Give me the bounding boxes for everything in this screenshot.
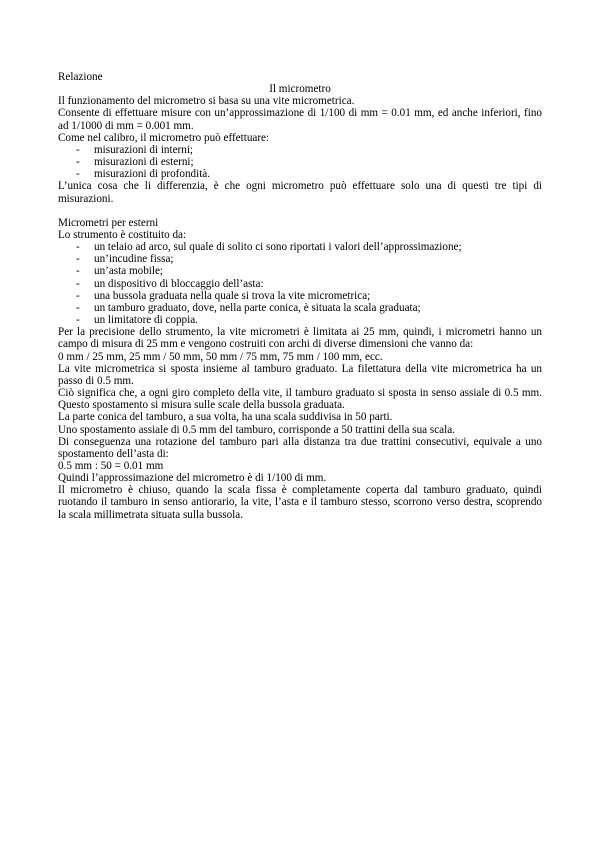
list-item: - misurazioni di esterni; (58, 156, 542, 168)
list-item: - una bussola graduata nella quale si trova la vite micrometrica; (58, 290, 542, 302)
list-item: - un telaio ad arco, sul quale di solito ci sono riportati i valori dell’approssimazione; (58, 241, 542, 253)
list-item: - un dispositivo di bloccaggio dell’asta: (58, 278, 542, 290)
section-lead: Lo strumento è costituito da: (58, 229, 187, 242)
document-title: Il micrometro (269, 83, 331, 96)
body-paragraph: Il micrometro è chiuso, quando la scala fissa è completamente coperta dal tamburo graduato, quindi ruotando il tamburo in senso antiorario, la vite, l’asta e il tamburo stesso, scorrono verso destra, scoprendo la scala millimetrata situata sulla bussola. (58, 484, 542, 521)
difference-paragraph: L’unica cosa che li differenzia, è che ogni micrometro può effettuare solo una di questi tre tipi di misurazioni. (58, 180, 542, 205)
list-item: - misurazioni di profondità. (58, 168, 542, 180)
instrument-parts-list (58, 241, 542, 326)
formula-line: 0.5 mm : 50 = 0.01 mm (58, 459, 164, 472)
body-paragraph: La vite micrometrica si sposta insieme al tamburo graduato. La filettatura della vite micrometrica ha un passo di 0.5 mm. (58, 362, 542, 387)
list-item: - un limitatore di coppia. (58, 314, 542, 326)
list-item: - un’asta mobile; (58, 265, 542, 277)
list-item: - un’incudine fissa; (58, 253, 542, 265)
body-paragraph: Di conseguenza una rotazione del tamburo pari alla distanza tra due trattini consecutivi, equivale a uno spostamento dell’asta di: (58, 435, 542, 460)
measurement-types-list (58, 144, 542, 180)
list-item: - un tamburo graduato, dove, nella parte conica, è situata la scala graduata; (58, 302, 542, 314)
document-body (58, 71, 542, 521)
intro-paragraph: Il funzionamento del micrometro si basa su una vite micrometrica. (58, 95, 355, 108)
body-paragraph: 0 mm / 25 mm, 25 mm / 50 mm, 50 mm / 75 mm, 75 mm / 100 mm, ecc. (58, 350, 383, 363)
body-paragraph: Uno spostamento assiale di 0.5 mm del tamburo, corrisponde a 50 trattini della sua scala. (58, 423, 455, 436)
body-paragraph: Per la precisione dello strumento, la vite micrometri è limitata ai 25 mm, quindi, i micrometri hanno un campo di misura di 25 mm e vengono costruiti con archi di diverse dimensioni che vanno da: (58, 326, 542, 351)
section-heading: Micrometri per esterni (58, 216, 159, 229)
blank-line (58, 205, 542, 217)
intro-paragraph: Come nel calibro, il micrometro può effettuare: (58, 131, 270, 144)
body-paragraph: Ciò significa che, a ogni giro completo della vite, il tamburo graduato si sposta in senso assiale di 0.5 mm. Questo spostamento si misura sulle scale della bussola graduata. (58, 387, 542, 412)
body-paragraph: La parte conica del tamburo, a sua volta, ha una scala suddivisa in 50 parti. (58, 411, 393, 424)
intro-paragraph: Consente di effettuare misure con un’approssimazione di 1/100 di mm = 0.01 mm, ed anche inferiori, fino ad 1/1000 di mm = 0.001 mm. (58, 107, 542, 132)
body-paragraph: Quindi l’approssimazione del micrometro è di 1/100 di mm. (58, 472, 327, 485)
list-item: - misurazioni di interni; (58, 144, 542, 156)
document-header: Relazione (58, 71, 103, 83)
